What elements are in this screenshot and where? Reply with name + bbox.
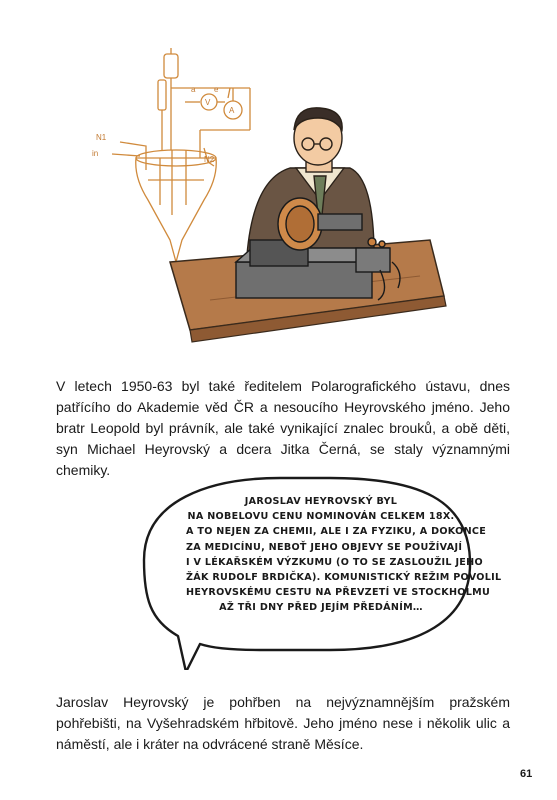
- bubble-line: NA NOBELOVU CENU NOMINOVÁN CELKEM 18X.: [187, 511, 455, 523]
- diagram-label-n1: N1: [96, 133, 107, 142]
- diagram-label-in: in: [92, 149, 99, 158]
- speech-bubble-text: [186, 494, 502, 616]
- diagram-label-e: e: [214, 85, 219, 94]
- diagram-label-a: a: [191, 85, 196, 94]
- diagram-label-v: V: [205, 98, 211, 107]
- bubble-line: AŽ TŘI DNY PŘED JEJÍM PŘEDÁNÍM…: [219, 602, 423, 614]
- illustration-heyrovsky-polarograph: [0, 0, 557, 380]
- bubble-line: ŽÁK RUDOLF BRDIČKA). KOMUNISTICKÝ REŽIM POVOLIL: [186, 572, 502, 584]
- bubble-line: I V LÉKAŘSKÉM VÝZKUMU (O TO SE ZASLOUŽIL JEHO: [186, 556, 483, 568]
- polarograph-diagram: [112, 48, 250, 262]
- bubble-line: HEYROVSKÉMU CESTU NA PŘEVZETÍ VE STOCKHOLMU: [186, 587, 491, 599]
- paragraph-institute-and-family: V letech 1950-63 byl také ředitelem Polarografického ústavu, dnes patřícího do Akademie věd ČR a nesoucího Heyrovského jméno. Jeho bratr Leopold byl právník, ale také vynikající znalec brouků, a obě děti, syn Michael Heyrovský a dcera Jitka Černá, se staly významnými chemiky.: [56, 378, 510, 478]
- page-number: 61: [520, 768, 533, 780]
- diagram-label-a-meter: A: [229, 106, 235, 115]
- paragraph-burial-and-legacy: Jaroslav Heyrovský je pohřben na nejvýznamnějším pražském pohřebišti, na Vyšehradském hřbitově. Jeho jméno nese i několik ulic a náměstí, ale i kráter na odvrácené straně Měsíce.: [56, 694, 510, 752]
- bubble-line: A TO NEJEN ZA CHEMII, ALE I ZA FYZIKU, A DOKONCE: [186, 526, 487, 538]
- diagram-label-n2: N2: [204, 155, 215, 164]
- bubble-line: JAROSLAV HEYROVSKÝ BYL: [244, 496, 398, 507]
- bubble-line: ZA MEDICÍNU, NEBOŤ JEHO OBJEVY SE POUŽÍVAJÍ: [186, 541, 463, 553]
